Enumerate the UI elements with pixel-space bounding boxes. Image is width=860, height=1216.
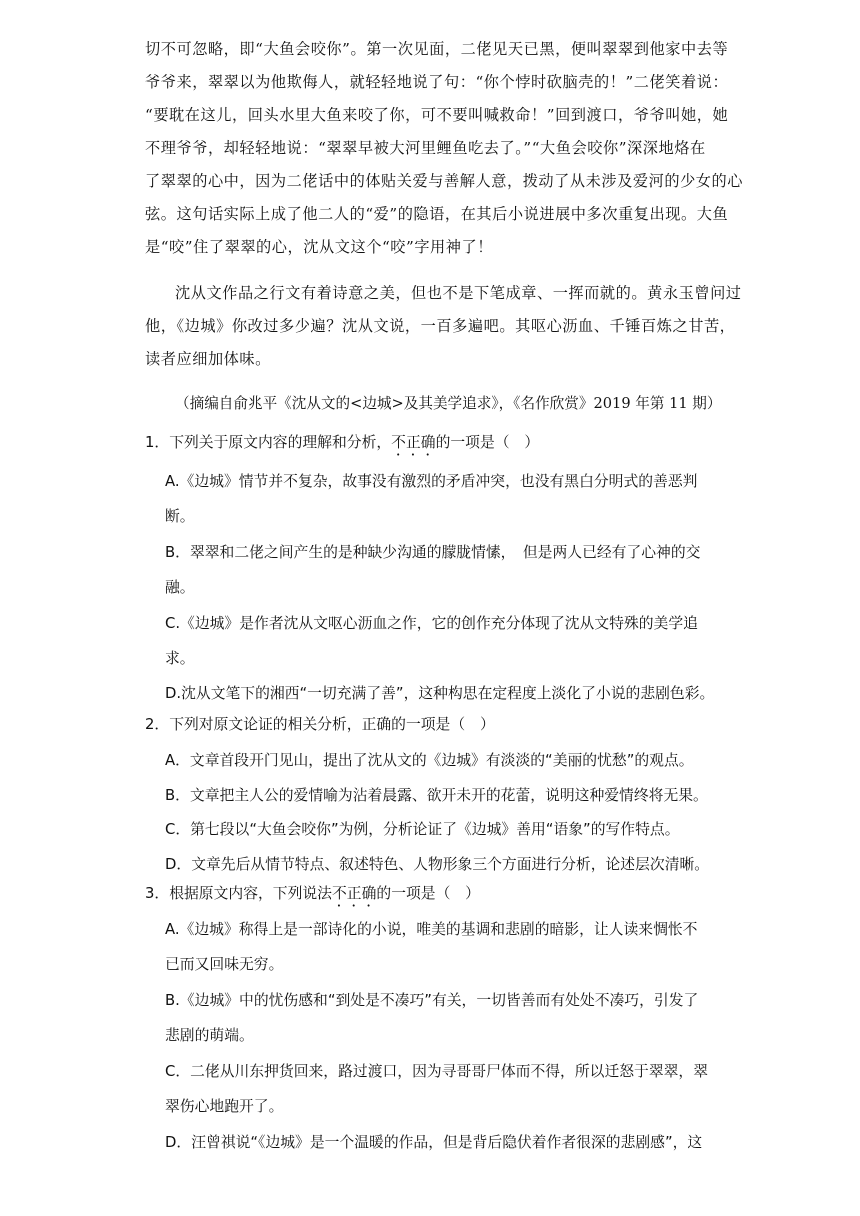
source-citation: （摘编自俞兆平《沈从文的<边城>及其美学追求》，《名作欣赏》2019 年第 11 期） — [175, 395, 722, 412]
passage-line: 弦。这句话实际上成了他二人的“爱”的隐语，在其后小说进展中多次重复出现。大鱼 — [145, 205, 729, 223]
passage-line: “要耽在这儿，回头水里大鱼来咬了你，可不要叫喊救命！”回到渡口，爷爷叫她，她 — [145, 106, 729, 124]
option-3b: B.《边城》中的忧伤感和“到处是不凑巧”有关，一切皆善而有处处不凑巧，引发了 — [165, 992, 699, 1009]
option-3d: D．汪曾祺说“《边城》是一个温暖的作品，但是背后隐伏着作者很深的悲剧感”，这 — [165, 1134, 703, 1151]
option-2c: C．第七段以“大鱼会咬你”为例，分析论证了《边城》善用“语象”的写作特点。 — [165, 821, 680, 838]
option-1a: A.《边城》情节并不复杂，故事没有激烈的矛盾冲突，也没有黑白分明式的善恶判 — [165, 473, 698, 490]
question-3-stem — [145, 882, 480, 910]
passage-line: 沈从文作品之行文有着诗意之美，但也不是下笔成章、一挥而就的。黄永玉曾问过 — [175, 284, 742, 302]
option-3a-cont: 已而又回味无穷。 — [165, 956, 284, 973]
option-1c-cont: 求。 — [165, 650, 195, 667]
question-stem-text: 的一项是（ ） — [435, 434, 540, 451]
question-stem-text: 的一项是（ ） — [376, 885, 480, 902]
emphasized-text: 不正确 — [391, 434, 436, 451]
option-1d: D.沈从文笔下的湘西“一切充满了善”，这种构思在定程度上淡化了小说的悲剧色彩。 — [165, 685, 715, 702]
option-2b: B．文章把主人公的爱情喻为沾着晨露、欲开未开的花蕾，说明这种爱情终将无果。 — [165, 787, 708, 804]
option-3b-cont: 悲剧的萌端。 — [165, 1027, 254, 1044]
option-2a: A．文章首段开门见山，提出了沈从文的《边城》有淡淡的“美丽的忧愁”的观点。 — [165, 752, 694, 769]
emphasized-text: 不正确 — [331, 885, 377, 902]
option-1b: B．翠翠和二佬之间产生的是种缺少沟通的朦胧情愫， 但是两人已经有了心神的交 — [165, 544, 701, 561]
passage-line: 他，《边城》你改过多少遍？沈从文说，一百多遍吧。其呕心沥血、千锤百炼之甘苦， — [145, 317, 736, 335]
option-3c-cont: 翠伤心地跑开了。 — [165, 1098, 284, 1115]
passage-line: 了翠翠的心中，因为二佬话中的体贴关爱与善解人意，拨动了从未涉及爱河的少女的心 — [145, 172, 744, 190]
option-1a-cont: 断。 — [165, 508, 195, 525]
option-1b-cont: 融。 — [165, 579, 195, 596]
passage-line: 是“咬”住了翠翠的心，沈从文这个“咬”字用神了！ — [145, 238, 494, 256]
question-2-stem: 2．下列对原文论证的相关分析，正确的一项是（ ） — [145, 716, 495, 733]
passage-line: 读者应细加体味。 — [145, 350, 271, 368]
passage-line: 不理爷爷，却轻轻地说：“翠翠早被大河里鲤鱼吃去了。”“大鱼会咬你”深深地烙在 — [145, 139, 706, 157]
passage-line: 切不可忽略，即“大鱼会咬你”。第一次见面，二佬见天已黑，便叫翠翠到他家中去等 — [145, 40, 729, 58]
question-1-stem — [145, 431, 539, 459]
passage-line: 爷爷来，翠翠以为他欺侮人，就轻轻地说了句：“你个悖时砍脑壳的！”二佬笑着说： — [145, 73, 729, 91]
question-stem-text: 3．根据原文内容，下列说法 — [145, 885, 332, 902]
option-2d: D．文章先后从情节特点、叙述特色、人物形象三个方面进行分析，论述层次清晰。 — [165, 856, 710, 873]
option-3c: C．二佬从川东押货回来，路过渡口，因为寻哥哥尸体而不得，所以迁怒于翠翠，翠 — [165, 1063, 709, 1080]
question-stem-text: 1．下列关于原文内容的理解和分析， — [145, 434, 392, 451]
option-1c: C.《边城》是作者沈从文呕心沥血之作，它的创作充分体现了沈从文特殊的美学追 — [165, 615, 698, 632]
option-3a: A.《边城》称得上是一部诗化的小说，唯美的基调和悲剧的暗影，让人读来惆怅不 — [165, 921, 698, 938]
